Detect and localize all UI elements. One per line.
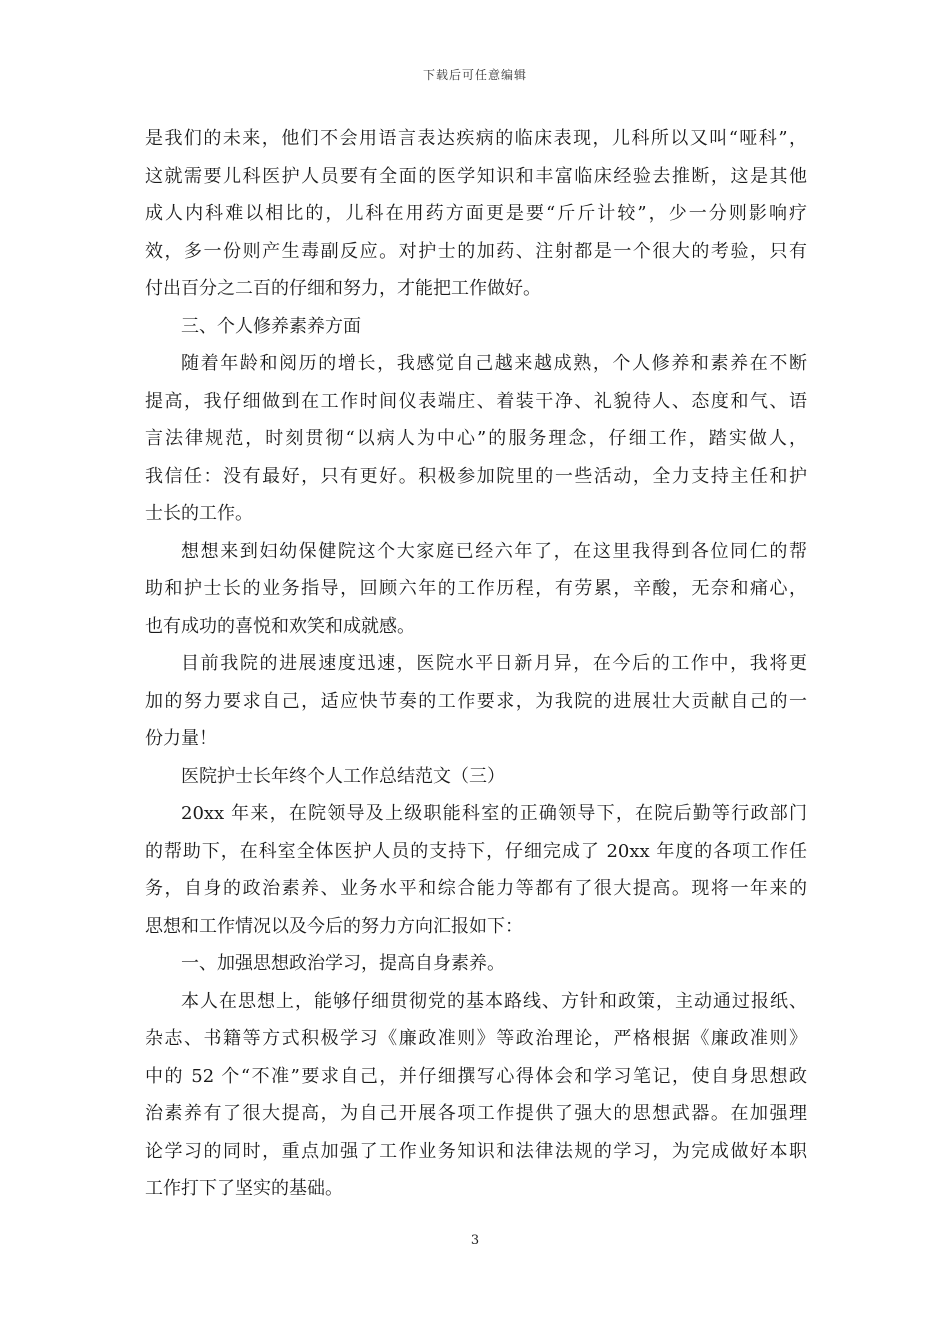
- text-line: 士长的工作。: [145, 503, 253, 524]
- text-line: 本人在思想上，能够仔细贯彻党的基本路线、方针和政策，主动通过报纸、: [181, 990, 807, 1012]
- text-line: 成人内科难以相比的，儿科在用药方面更是要“斤斤计较”，少一分则影响疗: [145, 203, 807, 224]
- text-line: 工作打下了坚实的基础。: [145, 1178, 343, 1199]
- document-body: [145, 120, 807, 1208]
- text-line: 言法律规范，时刻贯彻“以病人为中心”的服务理念，仔细工作，踏实做人，: [145, 428, 807, 449]
- page-number: 3: [470, 1233, 480, 1248]
- text-line: 随着年龄和阅历的增长，我感觉自己越来越成熟，个人修养和素养在不断: [181, 353, 807, 374]
- text-line: 我信任：没有最好，只有更好。积极参加院里的一些活动，全力支持主任和护: [145, 465, 807, 487]
- text-line: 想想来到妇幼保健院这个大家庭已经六年了，在这里我得到各位同仁的帮: [181, 540, 807, 562]
- page-header: 下载后可任意编辑: [422, 68, 527, 82]
- text-line: 治素养有了很大提高，为自己开展各项工作提供了强大的思想武器。在加强理: [145, 1103, 807, 1124]
- text-line: 份力量！: [145, 728, 217, 749]
- text-line: 思想和工作情况以及今后的努力方向汇报如下：: [145, 915, 523, 937]
- text-line: 的帮助下，在科室全体医护人员的支持下，仔细完成了 20xx 年度的各项工作任: [145, 840, 807, 862]
- text-line: 这就需要儿科医护人员要有全面的医学知识和丰富临床经验去推断，这是其他: [145, 165, 807, 187]
- text-line: 加的努力要求自己，适应快节奏的工作要求，为我院的进展壮大贡献自己的一: [145, 690, 807, 712]
- text-line: 效，多一份则产生毒副反应。对护士的加药、注射都是一个很大的考验，只有: [145, 240, 807, 262]
- text-line: 务，自身的政治素养、业务水平和综合能力等都有了很大提高。现将一年来的: [145, 878, 807, 899]
- text-line: 中的 52 个“不准”要求自己，并仔细撰写心得体会和学习笔记，使自身思想政: [145, 1065, 807, 1087]
- text-line: 提高，我仔细做到在工作时间仪表端庄、着装干净、礼貌待人、态度和气、语: [145, 390, 807, 412]
- text-line: 目前我院的进展速度迅速，医院水平日新月异，在今后的工作中，我将更: [181, 653, 807, 674]
- text-line: 也有成功的喜悦和欢笑和成就感。: [145, 615, 415, 637]
- text-line: 杂志、书籍等方式积极学习《廉政准则》等政治理论，严格根据《廉政准则》: [145, 1028, 807, 1049]
- text-line: 20xx 年来，在院领导及上级职能科室的正确领导下，在院后勤等行政部门: [181, 803, 807, 824]
- article-title: 医院护士长年终个人工作总结范文（三）: [181, 765, 505, 787]
- section-heading: 一、加强思想政治学习，提高自身素养。: [181, 953, 505, 974]
- text-line: 助和护士长的业务指导，回顾六年的工作历程，有劳累，辛酸，无奈和痛心，: [145, 578, 807, 599]
- text-line: 是我们的未来，他们不会用语言表达疾病的临床表现，儿科所以又叫“哑科”，: [145, 128, 807, 149]
- text-line: 论学习的同时，重点加强了工作业务知识和法律法规的学习，为完成做好本职: [145, 1140, 807, 1162]
- text-line: 付出百分之二百的仔细和努力，才能把工作做好。: [145, 278, 541, 299]
- section-heading: 三、个人修养素养方面: [181, 315, 361, 337]
